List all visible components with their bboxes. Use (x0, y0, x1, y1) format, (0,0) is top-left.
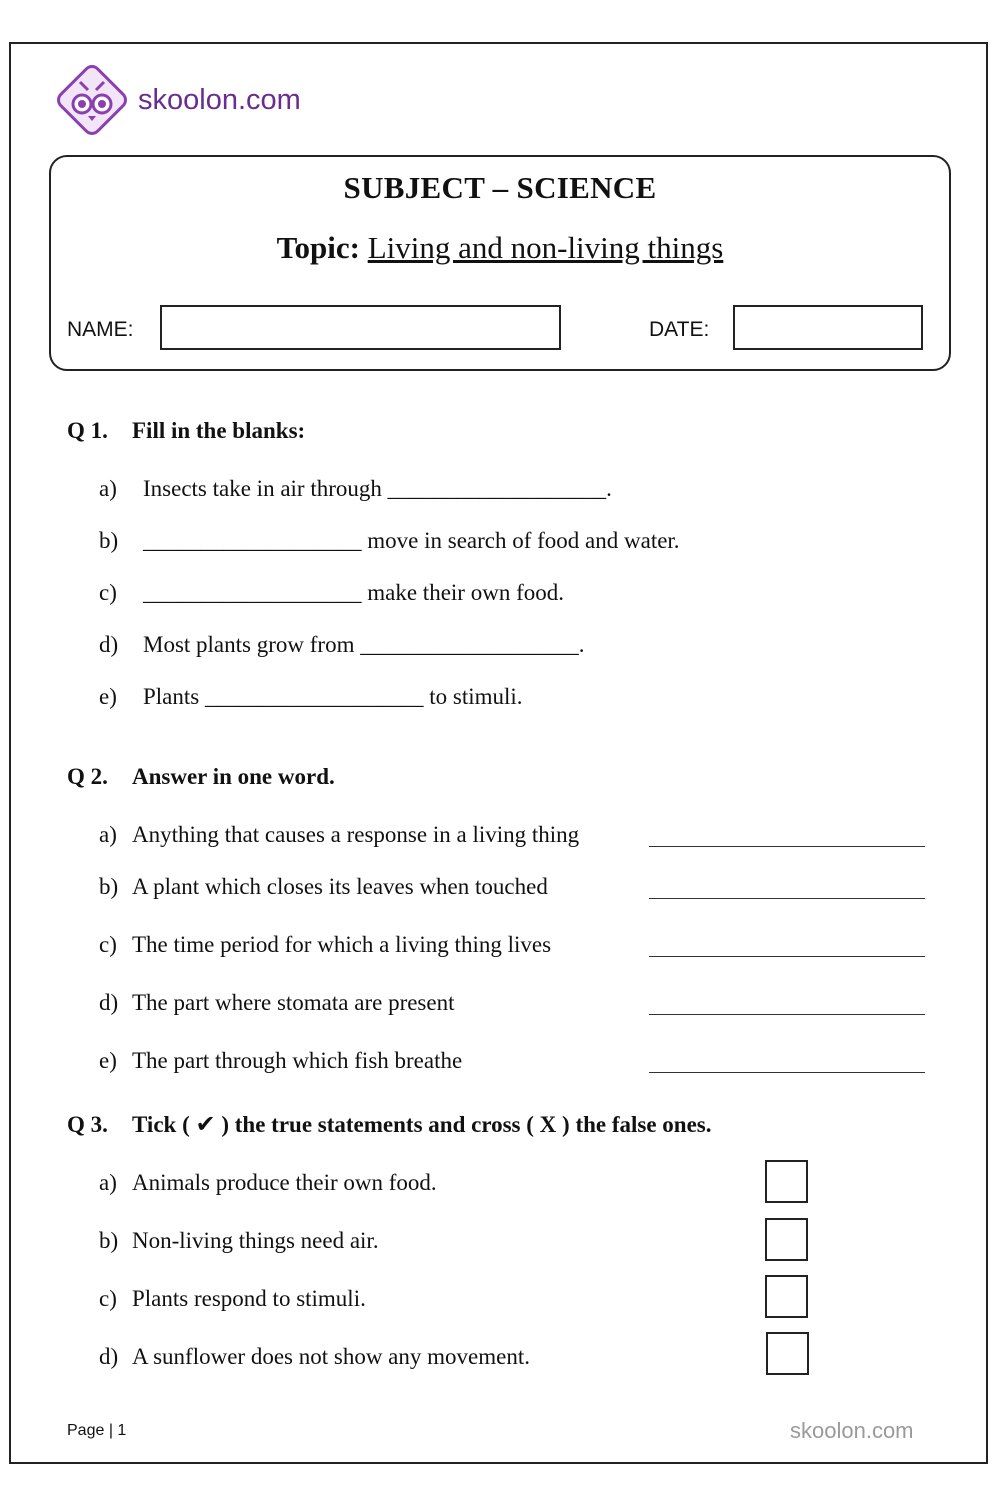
item-text: A sunflower does not show any movement. (132, 1344, 530, 1369)
q1-item-c (99, 580, 564, 606)
q3-item-d (99, 1344, 530, 1370)
owl-logo-icon (52, 60, 132, 140)
item-text: Plants ___________________ to stimuli. (143, 684, 523, 709)
item-letter: c) (99, 1286, 117, 1311)
q3-item-a (99, 1170, 437, 1196)
tick-icon: ✔ (195, 1110, 216, 1138)
q3-heading-part2: ) the true statements and cross ( X ) the false ones. (221, 1112, 712, 1137)
item-text: A plant which closes its leaves when touched (132, 874, 548, 899)
q3-number: Q 3. (67, 1112, 108, 1137)
brand-logo (52, 60, 301, 140)
item-text: The part through which fish breathe (132, 1048, 463, 1073)
subject-title: SUBJECT – SCIENCE (343, 170, 657, 205)
name-label: NAME: (67, 318, 134, 341)
item-letter: c) (99, 932, 117, 957)
item-letter: d) (99, 632, 119, 657)
date-label: DATE: (649, 318, 710, 341)
item-text: ___________________ make their own food. (143, 580, 564, 605)
item-text: The part where stomata are present (132, 990, 455, 1015)
q1-item-b (99, 528, 680, 554)
q3-checkbox-a[interactable] (765, 1160, 808, 1203)
q2-item-e (99, 1048, 462, 1074)
topic-line (0, 230, 1000, 266)
item-text: Most plants grow from ___________________. (143, 632, 585, 657)
q3-checkbox-d[interactable] (766, 1332, 809, 1375)
item-text: Animals produce their own food. (132, 1170, 437, 1195)
q1-item-d (99, 632, 584, 658)
item-letter: b) (99, 528, 119, 553)
q1-title (67, 418, 305, 444)
item-text: Plants respond to stimuli. (132, 1286, 366, 1311)
item-text: Non-living things need air. (132, 1228, 379, 1253)
q2-item-b (99, 874, 548, 900)
q1-heading: Fill in the blanks: (132, 418, 306, 443)
q2-answer-line-b[interactable] (649, 898, 925, 899)
q2-item-c (99, 932, 551, 958)
brand-name: skoolon.com (138, 83, 301, 116)
q3-heading-part1: Tick ( (132, 1112, 190, 1137)
q1-item-a (99, 476, 612, 502)
item-text: Anything that causes a response in a living thing (132, 822, 580, 847)
item-letter: b) (99, 874, 119, 899)
item-letter: e) (99, 684, 117, 709)
item-text: The time period for which a living thing lives (132, 932, 552, 957)
footer-site: skoolon.com (790, 1418, 914, 1443)
q1-number: Q 1. (67, 418, 108, 443)
item-text: ___________________ move in search of food and water. (143, 528, 680, 553)
q3-item-c (99, 1286, 366, 1312)
item-letter: d) (99, 990, 119, 1015)
name-field[interactable] (160, 305, 561, 350)
q1-item-e (99, 684, 523, 710)
q2-heading: Answer in one word. (132, 764, 335, 789)
q2-number: Q 2. (67, 764, 108, 789)
item-text: Insects take in air through ___________________. (143, 476, 612, 501)
q2-item-d (99, 990, 454, 1016)
q2-title (67, 764, 335, 790)
item-letter: a) (99, 476, 117, 501)
item-letter: a) (99, 822, 117, 847)
topic-label: Topic: (276, 230, 360, 265)
q3-title (67, 1110, 712, 1138)
q2-answer-line-e[interactable] (649, 1072, 925, 1073)
q3-item-b (99, 1228, 379, 1254)
item-letter: b) (99, 1228, 119, 1253)
q2-answer-line-d[interactable] (649, 1014, 925, 1015)
date-field[interactable] (733, 305, 923, 350)
item-letter: d) (99, 1344, 119, 1369)
item-letter: c) (99, 580, 117, 605)
q3-checkbox-c[interactable] (765, 1275, 808, 1318)
item-letter: e) (99, 1048, 117, 1073)
item-letter: a) (99, 1170, 117, 1195)
q2-item-a (99, 822, 579, 848)
topic-value: Living and non-living things (367, 230, 724, 265)
q2-answer-line-c[interactable] (649, 956, 925, 957)
q3-checkbox-b[interactable] (765, 1218, 808, 1261)
q2-answer-line-a[interactable] (649, 846, 925, 847)
page-number: Page | 1 (67, 1422, 127, 1439)
